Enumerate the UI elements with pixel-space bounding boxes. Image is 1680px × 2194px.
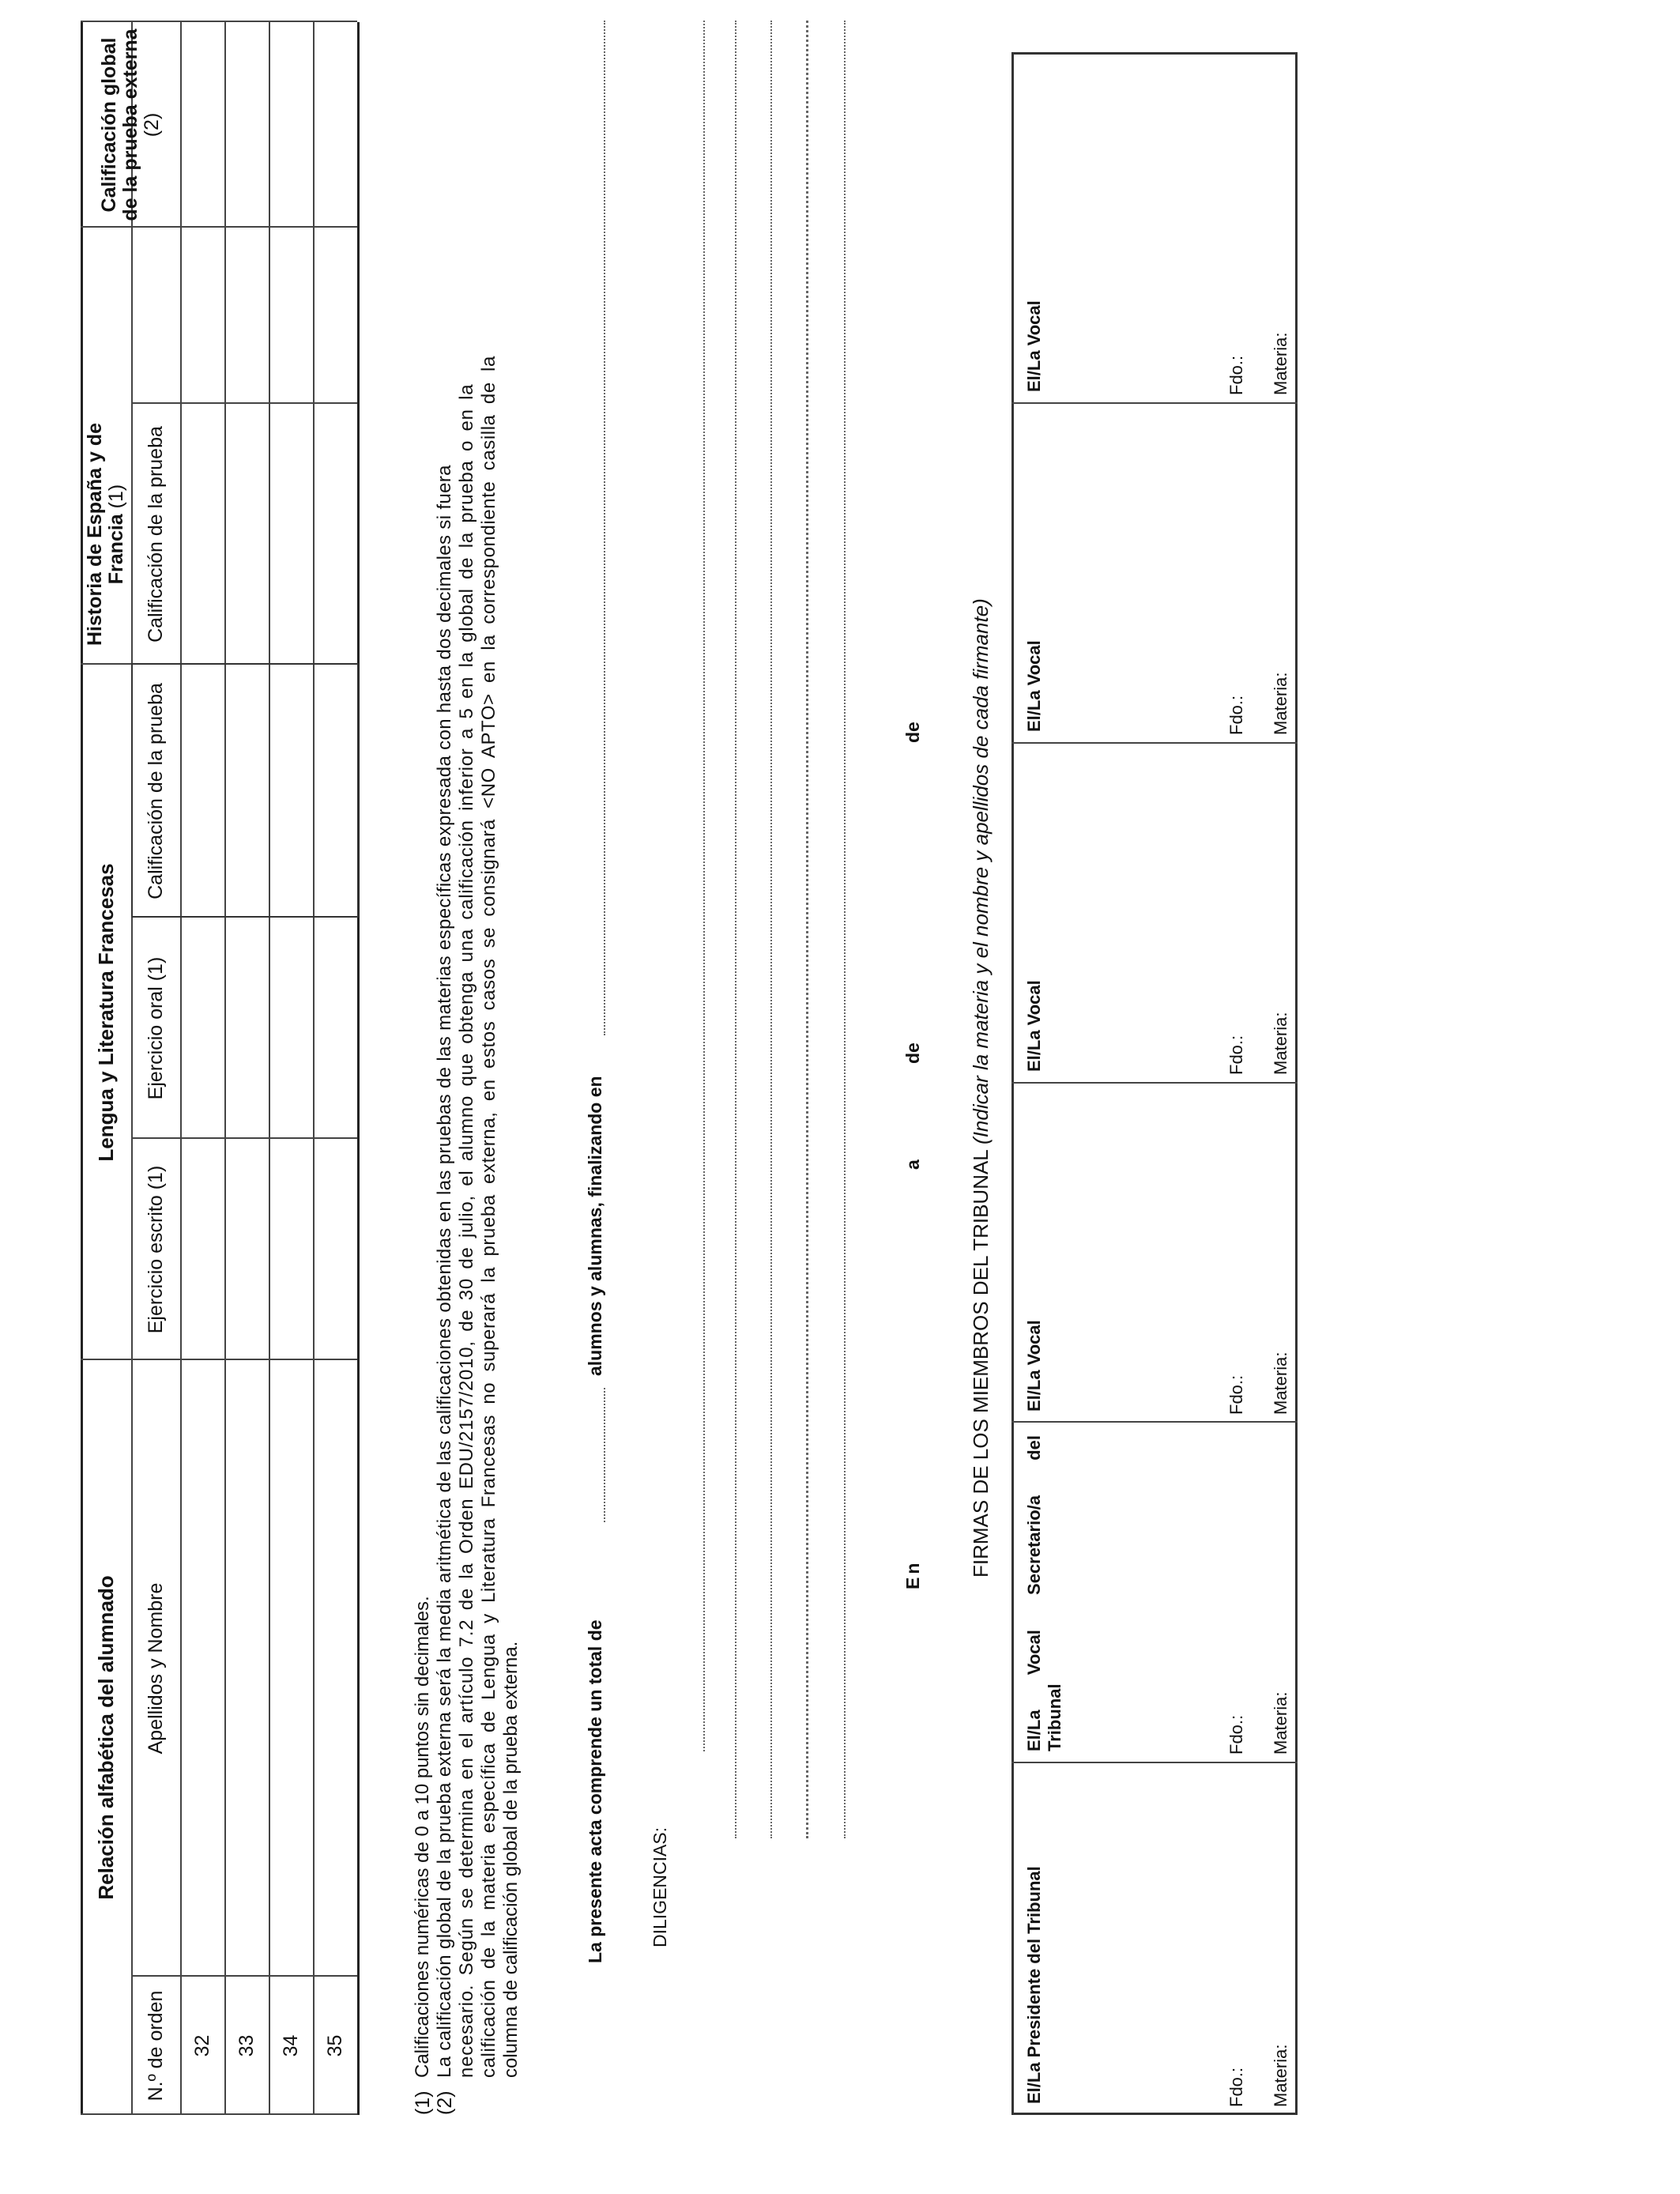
signer-materia: Materia:	[1271, 1012, 1290, 1075]
diligencias-line	[703, 21, 705, 1751]
subheader-apellidos: Apellidos y Nombre	[144, 1582, 167, 1755]
note-2-line: La calificación global de la prueba externa será la media aritmética de las calificaciones obtenidas en las pruebas de las materias específicas expresada con hasta dos decimales si fuera	[434, 465, 455, 2078]
signer-role: El/La Presidente del Tribunal	[1024, 1866, 1044, 2104]
row-orden: 34	[279, 2034, 302, 2057]
note-2-line: necesario. Según se determina en el artículo 7.2 de la Orden EDU/2157/2010, de 30 de julio, el alumno que obtenga una calificación inferior a 5 en la global de la prueba o en la	[456, 383, 477, 2078]
header-global	[81, 22, 180, 228]
header-historia-title: Historia de España y de Francia	[84, 422, 127, 647]
signer-role: El/La Vocal Secretario/a del Tribunal	[1024, 1435, 1064, 1751]
header-historia	[81, 404, 131, 665]
row-orden: 35	[323, 2034, 346, 2057]
header-historia-note: (1)	[105, 484, 127, 509]
place-de: de	[902, 1042, 923, 1064]
header-global-note: (2)	[140, 112, 163, 138]
row-orden: 33	[235, 2034, 258, 2057]
acta-place-blank	[604, 21, 605, 1035]
diligencias-line	[844, 21, 846, 1838]
signer-role: El/La Vocal	[1024, 980, 1044, 1072]
acta-total-blank	[604, 1388, 605, 1522]
row-orden: 32	[190, 2034, 213, 2057]
acta-prefix: La presente acta comprende un total de	[585, 1619, 605, 1963]
signer-fdo: Fdo.:	[1226, 1035, 1246, 1075]
header-global-title: Calificación global de la prueba externa	[97, 28, 141, 221]
header-lengua: Lengua y Literatura Francesas	[93, 863, 118, 1162]
place-de: de	[902, 722, 923, 743]
subheader-oral: Ejercicio oral (1)	[144, 956, 167, 1100]
note-2-line: columna de calificación global de la prueba externa.	[500, 1641, 522, 2078]
signer-fdo: Fdo.:	[1226, 355, 1246, 395]
signatures-title-text: FIRMAS DE LOS MIEMBROS DEL TRIBUNAL	[969, 1150, 993, 1578]
diligencias-line	[735, 21, 736, 1838]
signer-role: El/La Vocal	[1024, 1320, 1044, 1412]
signer-materia: Materia:	[1271, 332, 1290, 395]
signer-fdo: Fdo.:	[1226, 1374, 1246, 1415]
signatures-box	[1011, 52, 1298, 2115]
signer-fdo: Fdo.:	[1226, 1714, 1246, 1755]
subheader-calif-historia: Calificación de la prueba	[144, 426, 167, 643]
place-en: En	[902, 1559, 923, 1589]
diligencias-line	[806, 21, 808, 1838]
diligencias-line	[770, 21, 772, 1838]
subheader-escrito: Ejercicio escrito (1)	[144, 1165, 167, 1334]
note-1-text: Calificaciones numéricas de 0 a 10 puntos sin decimales.	[412, 1596, 433, 2078]
signatures-title	[969, 598, 993, 1578]
header-student: Relación alfabética del alumnado	[93, 1575, 118, 1900]
signer-role: El/La Vocal	[1024, 640, 1044, 732]
subheader-calif-lengua: Calificación de la prueba	[144, 683, 167, 899]
signatures-title-note: (Indicar la materia y el nombre y apellidos de cada firmante)	[969, 598, 993, 1144]
signer-fdo: Fdo.:	[1226, 695, 1246, 735]
note-1-marker: (1)	[412, 2090, 434, 2115]
place-a: a	[902, 1159, 923, 1170]
signer-materia: Materia:	[1271, 1351, 1290, 1415]
note-2-line: calificación de la materia específica de Lengua y Literatura Francesas no superará la prueba externa, en estos casos se consignará <NO APTO> en la correspondiente casilla de la	[478, 356, 499, 2078]
signer-fdo: Fdo.:	[1226, 2067, 1246, 2107]
acta-suffix: alumnos y alumnas, finalizando en	[585, 1076, 605, 1376]
note-2-marker: (2)	[434, 2090, 456, 2115]
diligencias-label: DILIGENCIAS:	[650, 1826, 670, 1947]
subheader-orden: N.º de orden	[144, 1990, 167, 2102]
signer-materia: Materia:	[1271, 672, 1290, 735]
signer-materia: Materia:	[1271, 2044, 1290, 2107]
signer-materia: Materia:	[1271, 1691, 1290, 1755]
signer-role: El/La Vocal	[1024, 300, 1044, 392]
